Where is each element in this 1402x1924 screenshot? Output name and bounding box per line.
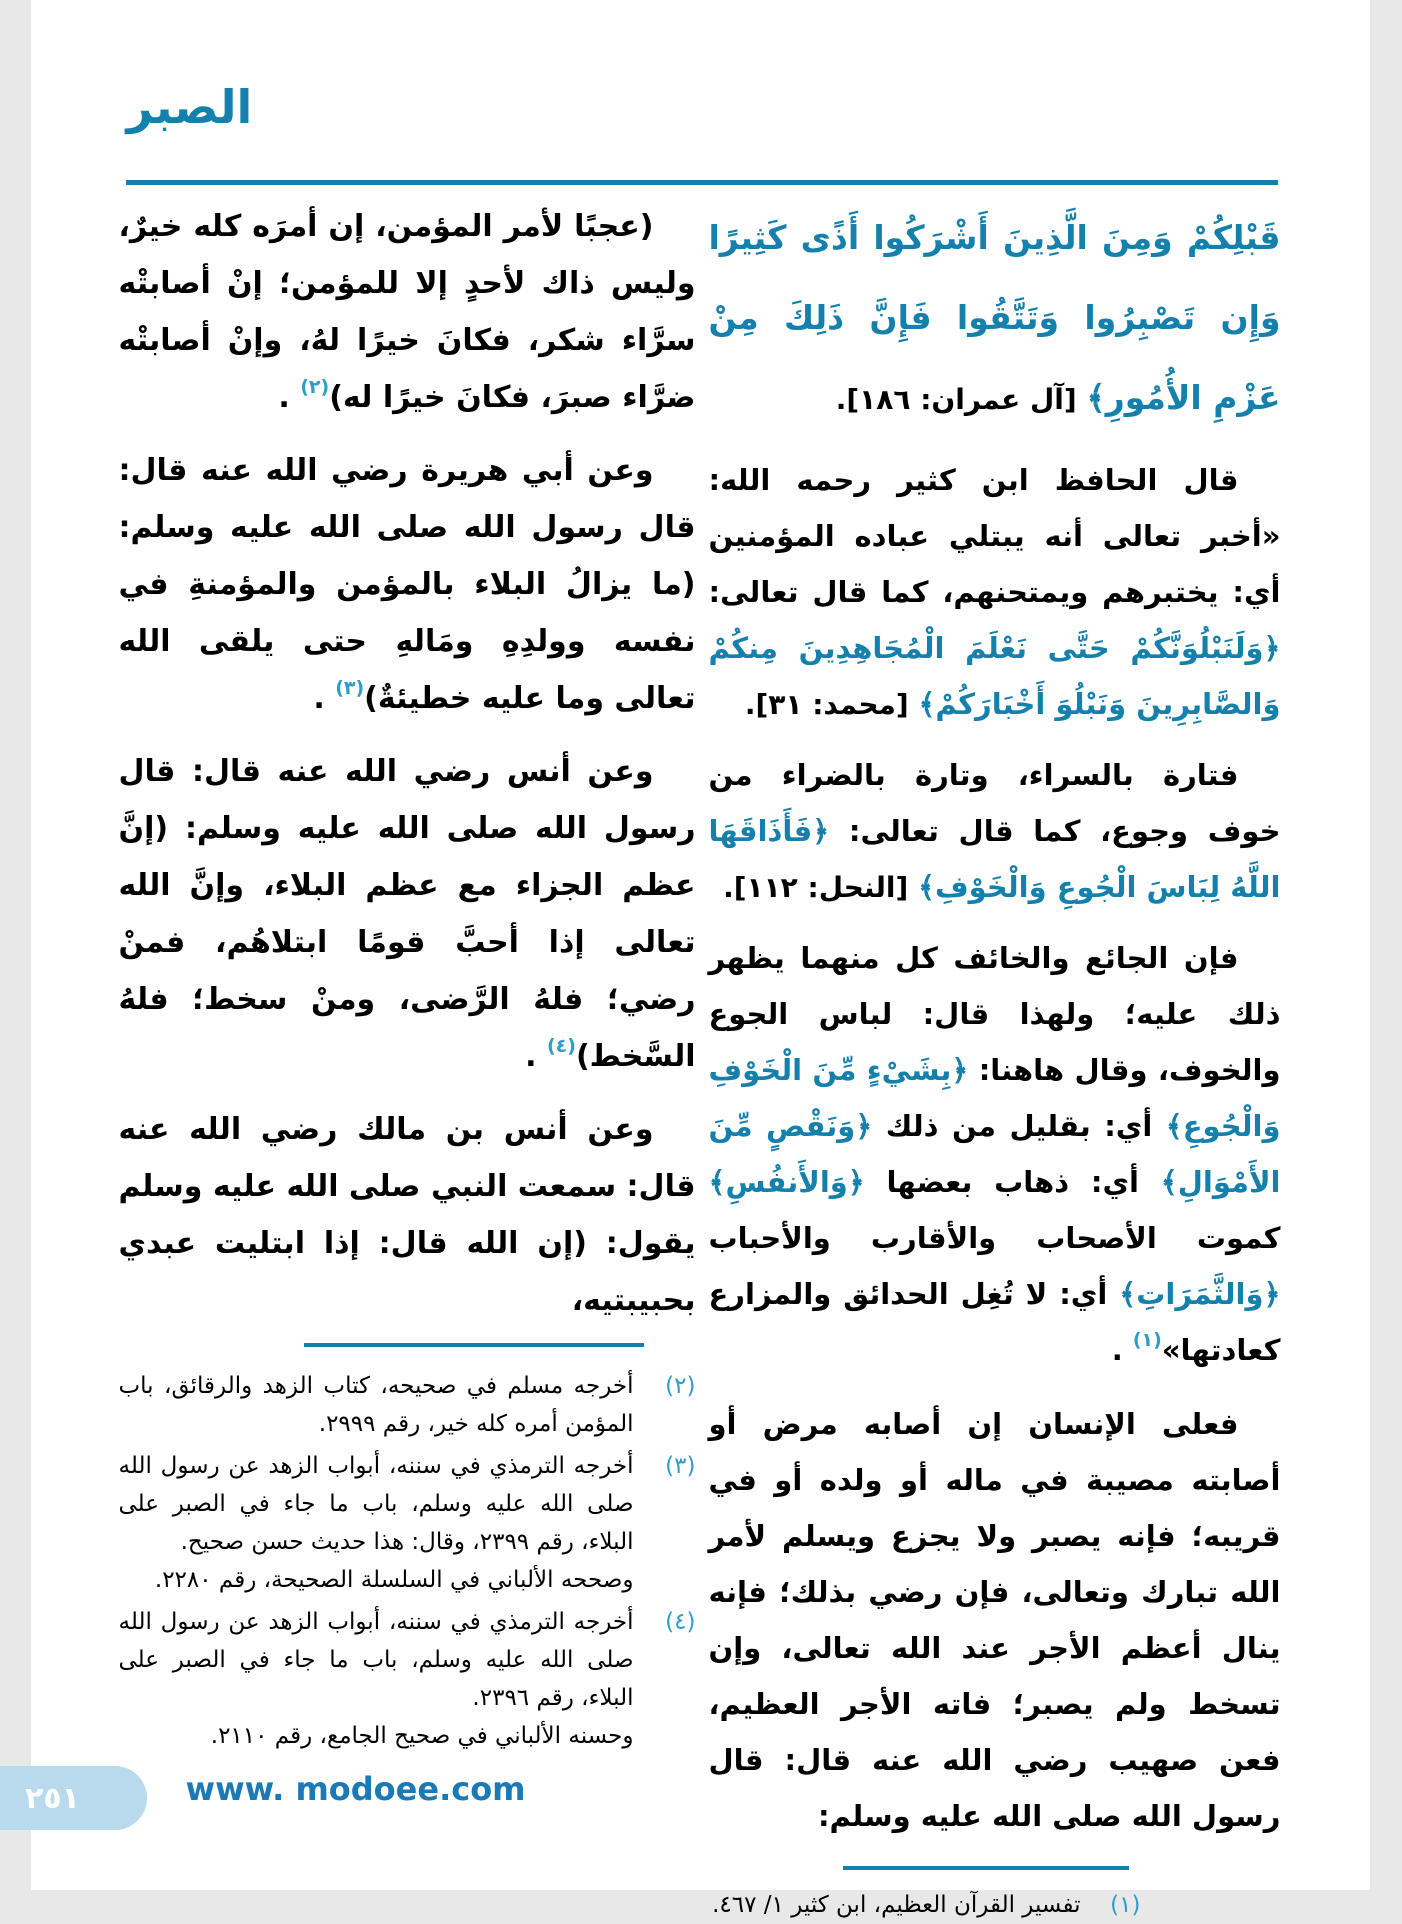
quran-verse-text: قَبْلِكُمْ وَمِنَ الَّذِينَ أَشْرَكُوا أَذًى كَثِيرًا وَإِن تَصْبِرُوا وَتَتَّقُوا فَإِنَّ ذَلِكَ مِنْ عَزْمِ الأُمُورِ﴾ bbox=[709, 218, 1282, 417]
text-segment: وعن أنس بن مالك رضي الله عنه قال: سمعت النبي صلى الله عليه وسلم يقول: (إن الله قال: إذا ابتليت عبدي بحبيبتيه، bbox=[119, 1112, 697, 1318]
text-segment: وعن أنس رضي الله عنه قال: قال رسول الله صلى الله عليه وسلم: (إنَّ عظم الجزاء مع عظم البلاء، وإنَّ الله تعالى إذا أحبَّ قومًا ابتلاهُم، فمنْ رضي؛ فلهُ الرَّضى، ومنْ سخط؛ فلهُ السَّخط) bbox=[119, 754, 697, 1074]
quran-verse-block bbox=[710, 198, 1282, 440]
text-segment: قال الحافظ ابن كثير رحمه الله: «أخبر تعالى أنه يبتلي عباده المؤمنين أي: يختبرهم ويمتحنهم، كما قال تعالى: bbox=[709, 463, 1282, 609]
hadith-paragraph-4 bbox=[120, 1101, 697, 1329]
chapter-title: الصبر bbox=[127, 80, 254, 134]
footnote-number: (٤) bbox=[666, 1609, 697, 1635]
footnote-text: أخرجه الترمذي في سننه، أبواب الزهد عن رسول الله صلى الله عليه وسلم، باب ما جاء في الصبر على البلاء، رقم ٢٣٩٩، وقال: هذا حديث حسن صحيح. bbox=[119, 1453, 635, 1555]
footnote-text: وصححه الألباني في السلسلة الصحيحة، رقم ٢٢٨٠. bbox=[155, 1567, 635, 1593]
text-segment: . bbox=[314, 681, 337, 716]
paragraph-explanation-1 bbox=[710, 747, 1282, 916]
verse-reference: [محمد: ٣١]. bbox=[745, 688, 920, 721]
footnote-item bbox=[710, 1886, 1142, 1924]
header-rule bbox=[127, 180, 1279, 185]
footnote-divider bbox=[305, 1343, 645, 1347]
quran-verse-segment: ﴿فَأَذَاقَهَا اللَّهُ لِبَاسَ الْجُوعِ وَالْخَوْفِ﴾ bbox=[709, 814, 1282, 904]
footnote-marker-1: (١) bbox=[1133, 1329, 1163, 1351]
text-segment: أي: بقليل من ذلك bbox=[873, 1109, 1167, 1143]
footnote-marker-2: (٢) bbox=[301, 376, 331, 398]
paragraph-conclusion bbox=[710, 1396, 1282, 1844]
footnote-divider bbox=[844, 1866, 1130, 1870]
page-number: ٢٥١ bbox=[26, 1780, 81, 1816]
verse-reference: [النحل: ١١٢]. bbox=[724, 871, 919, 904]
text-segment: فتارة بالسراء، وتارة بالضراء من خوف وجوع، كما قال تعالى: bbox=[709, 758, 1282, 848]
book-page bbox=[26, 0, 1371, 1918]
text-segment: وعن أبي هريرة رضي الله عنه قال: قال رسول الله صلى الله عليه وسلم: (ما يزالُ البلاء بالمؤمن والمؤمنةِ في نفسه وولدِهِ ومَالهِ حتى يلقى الله تعالى وما عليه خطيئةٌ) bbox=[119, 453, 697, 716]
footnote-item bbox=[120, 1603, 697, 1755]
quran-verse-segment: ﴿وَالثَّمَرَاتِ﴾ bbox=[1120, 1277, 1282, 1311]
footnote-text: أخرجه الترمذي في سننه، أبواب الزهد عن رسول الله صلى الله عليه وسلم، باب ما جاء في الصبر على البلاء، رقم ٢٣٩٦. bbox=[119, 1609, 635, 1711]
hadith-paragraph-2 bbox=[120, 442, 697, 731]
column-right bbox=[710, 198, 1282, 1924]
footnote-number: (٢) bbox=[666, 1373, 697, 1399]
column-left bbox=[120, 198, 697, 1759]
text-segment: فعلى الإنسان إن أصابه مرض أو أصابته مصيبة في ماله أو ولده أو في قريبه؛ فإنه يصبر ولا يجزع ويسلم لأمر الله تبارك وتعالى، فإن رضي بذلك؛ فإنه ينال أعظم الأجر عند الله تعالى، وإن تسخط ولم يصبر؛ فاته الأجر العظيم، فعن صهيب رضي الله عنه قال: قال رسول الله صلى الله عليه وسلم: bbox=[709, 1407, 1282, 1833]
text-segment: (عجبًا لأمر المؤمن، إن أمرَه كله خيرٌ، وليس ذاك لأحدٍ إلا للمؤمن؛ إنْ أصابتْه سرَّاء شكر، فكانَ خيرًا لهُ، وإنْ أصابتْه ضرَّاء صبرَ، فكانَ خيرًا له) bbox=[119, 209, 697, 415]
footnote-number: (٣) bbox=[666, 1453, 697, 1479]
quran-verse-segment: ﴿بِشَيْءٍ مِّنَ الْخَوْفِ وَالْجُوعِ﴾ bbox=[709, 1053, 1282, 1143]
quran-verse-segment: ﴿وَنَقْصٍ مِّنَ الأَمْوَالِ﴾ bbox=[709, 1109, 1282, 1199]
page-number-badge bbox=[0, 1766, 148, 1830]
footnote-item bbox=[120, 1447, 697, 1599]
quran-verse-segment: ﴿وَلَنَبْلُوَنَّكُمْ حَتَّى نَعْلَمَ الْمُجَاهِدِينَ مِنكُمْ وَالصَّابِرِينَ وَنَبْلُوَ أَخْبَارَكُمْ﴾ bbox=[709, 631, 1282, 721]
footnote-text: أخرجه مسلم في صحيحه، كتاب الزهد والرقائق، باب المؤمن أمره كله خير، رقم ٢٩٩٩. bbox=[119, 1373, 635, 1437]
text-segment: . bbox=[526, 1039, 548, 1074]
hadith-paragraph-1 bbox=[120, 198, 697, 430]
text-segment: فإن الجائع والخائف كل منهما يظهر ذلك عليه؛ ولهذا قال: لباس الجوع والخوف، وقال هاهنا: bbox=[709, 941, 1282, 1087]
website-url: www. modoee.com bbox=[186, 1770, 527, 1808]
footnotes-section bbox=[120, 1367, 697, 1755]
paragraph-ibn-kathir bbox=[710, 452, 1282, 733]
footnote-text: وحسنه الألباني في صحيح الجامع، رقم ٢١١٠. bbox=[211, 1723, 635, 1749]
footnote-item bbox=[120, 1367, 697, 1443]
paragraph-explanation-2 bbox=[710, 930, 1282, 1382]
text-segment: أي: لا تُغِل الحدائق والمزارع كعادتها» bbox=[709, 1277, 1282, 1367]
text-segment: أي: ذهاب بعضها bbox=[865, 1165, 1162, 1199]
text-segment: كموت الأصحاب والأقارب والأحباب bbox=[709, 1221, 1282, 1255]
footnote-number: (١) bbox=[1111, 1892, 1142, 1918]
hadith-paragraph-3 bbox=[120, 743, 697, 1089]
text-segment: . bbox=[279, 380, 302, 415]
quran-verse-segment: ﴿وَالأَنفُسِ﴾ bbox=[709, 1165, 866, 1199]
verse-reference: [آل عمران: ١٨٦]. bbox=[836, 383, 1088, 416]
footnote-marker-3: (٣) bbox=[336, 677, 366, 699]
text-segment: . bbox=[1112, 1333, 1134, 1367]
footnote-marker-4: (٤) bbox=[547, 1035, 577, 1057]
footnote-text: تفسير القرآن العظيم، ابن كثير ١/ ٤٦٧. bbox=[713, 1892, 1082, 1918]
